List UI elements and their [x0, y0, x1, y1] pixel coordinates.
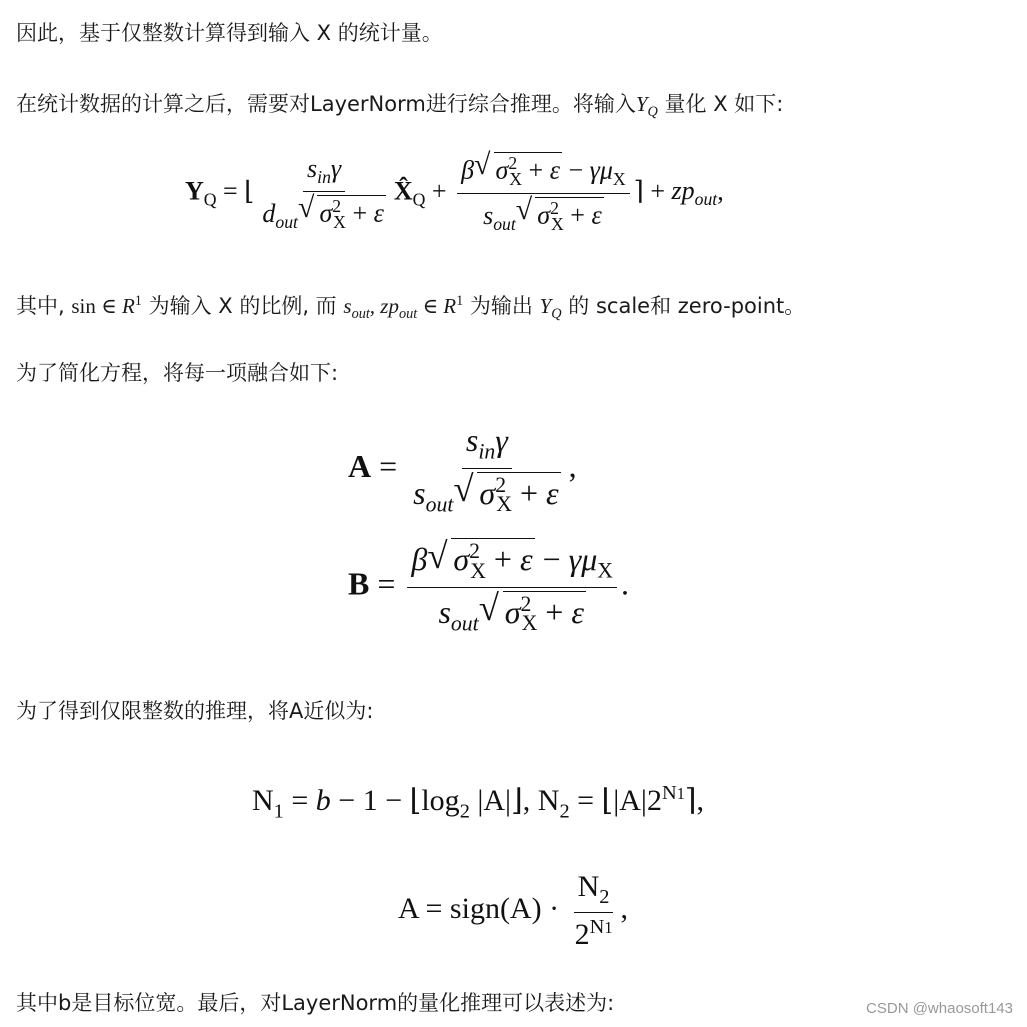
- paragraph-simplify: 为了简化方程，将每一项融合如下:: [16, 361, 339, 385]
- csdn-watermark: CSDN @whaosoft143: [866, 1000, 1013, 1017]
- paragraph-approx: 为了得到仅限整数的推理，将A近似为:: [16, 699, 374, 723]
- paragraph-stats: 因此，基于仅整数计算得到输入 X 的统计量。: [16, 21, 443, 45]
- paragraph-final: 其中b是目标位宽。最后，对LayerNorm的量化推理可以表述为:: [16, 991, 615, 1015]
- equation-yq: $Y_Q$ = ⌊ $\frac{s_{in}\gamma}{d_{out}√ \sigma^2_X + \varepsilon}$ $X̂_Q$ + $\frac{\beta√ \sigma^2_X + \varepsilon - \gamma\mu_X}{s_{out}√ \sigma^2_X + \varepsilon}$ ⌉ + $zp_{out}$,: [185, 152, 724, 235]
- equation-b: B = $\frac{\beta√ \sigma^2_X + \varepsilon - \gamma\mu_X}{s_{out}√ \sigma^2_X + \varepsilon}$ .: [348, 538, 629, 636]
- paragraph-layernorm-intro: 在统计数据的计算之后，需要对LayerNorm进行综合推理。将输入$Y_Q$ 量化 X 如下:: [16, 92, 784, 120]
- math-YQ: $Y_Q$: [635, 92, 658, 120]
- equation-n: $N_1 = b - 1$ − $⌊\log_2$ |A|⌋, $N_2$ = $⌊|A|2^{N1}⌉$,: [252, 782, 705, 823]
- paragraph-scale-definition: 其中, sin ∈ $R^1$ 为输入 X 的比例, 而 $s_{out}$, $zp_{out}$ ∈ $R^1$ 为输出 $Y_Q$ 的 scale和 zero-point。: [16, 293, 806, 322]
- equation-a: A = $\frac{s_{in}\gamma}{s_{out}√ \sigma^2_X + \varepsilon}$ ,: [348, 422, 577, 517]
- equation-a-approx: A = sign(A) · $\frac{N_2}{2^{N1}}$ ,: [398, 870, 628, 952]
